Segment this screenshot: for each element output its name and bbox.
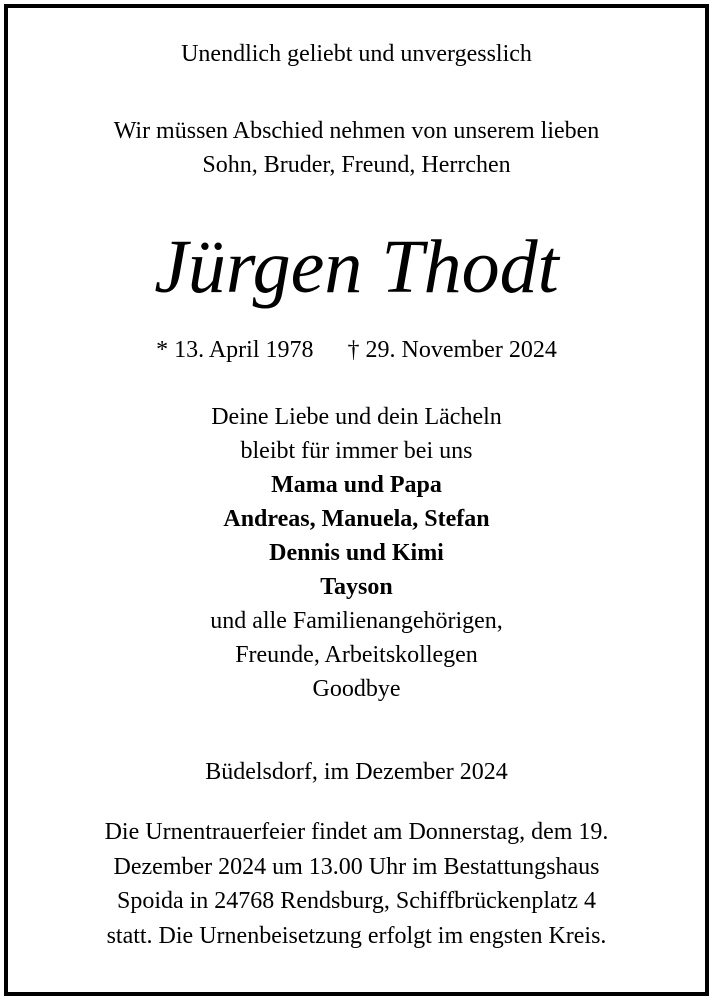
others-line: Freunde, Arbeitskollegen bbox=[235, 642, 478, 668]
funeral-line: statt. Die Urnenbeisetzung erfolgt im engsten Kreis. bbox=[106, 922, 607, 949]
life-dates bbox=[0, 333, 713, 367]
funeral-info bbox=[0, 815, 713, 953]
family-line: Mama und Papa bbox=[271, 472, 442, 498]
family-line: Andreas, Manuela, Stefan bbox=[223, 506, 490, 532]
mourners-block bbox=[0, 400, 713, 706]
funeral-line: Die Urnentrauerfeier findet am Donnerstag, dem 19. bbox=[104, 819, 609, 845]
family-line: Tayson bbox=[320, 574, 393, 600]
deceased-name: Jürgen Thodt bbox=[154, 225, 559, 309]
intro-block bbox=[0, 114, 713, 182]
place-date-line: Büdelsdorf, im Dezember 2024 bbox=[205, 759, 508, 785]
death-date: † 29. November 2024 bbox=[347, 337, 557, 363]
others-line: und alle Familienangehörigen, bbox=[210, 608, 503, 634]
verse-line: Deine Liebe und dein Lächeln bbox=[211, 404, 502, 430]
intro-line: Sohn, Bruder, Freund, Herrchen bbox=[202, 152, 511, 178]
funeral-line: Dezember 2024 um 13.00 Uhr im Bestattungshaus bbox=[113, 853, 600, 880]
verse-line: bleibt für immer bei uns bbox=[240, 438, 473, 464]
family-line: Dennis und Kimi bbox=[269, 540, 444, 566]
funeral-line: Spoida in 24768 Rendsburg, Schiffbrückenplatz 4 bbox=[116, 888, 597, 914]
others-line: Goodbye bbox=[312, 676, 401, 702]
intro-line: Wir müssen Abschied nehmen von unserem lieben bbox=[113, 118, 600, 144]
birth-date: * 13. April 1978 bbox=[156, 337, 314, 363]
motto-line: Unendlich geliebt und unvergesslich bbox=[181, 41, 532, 67]
